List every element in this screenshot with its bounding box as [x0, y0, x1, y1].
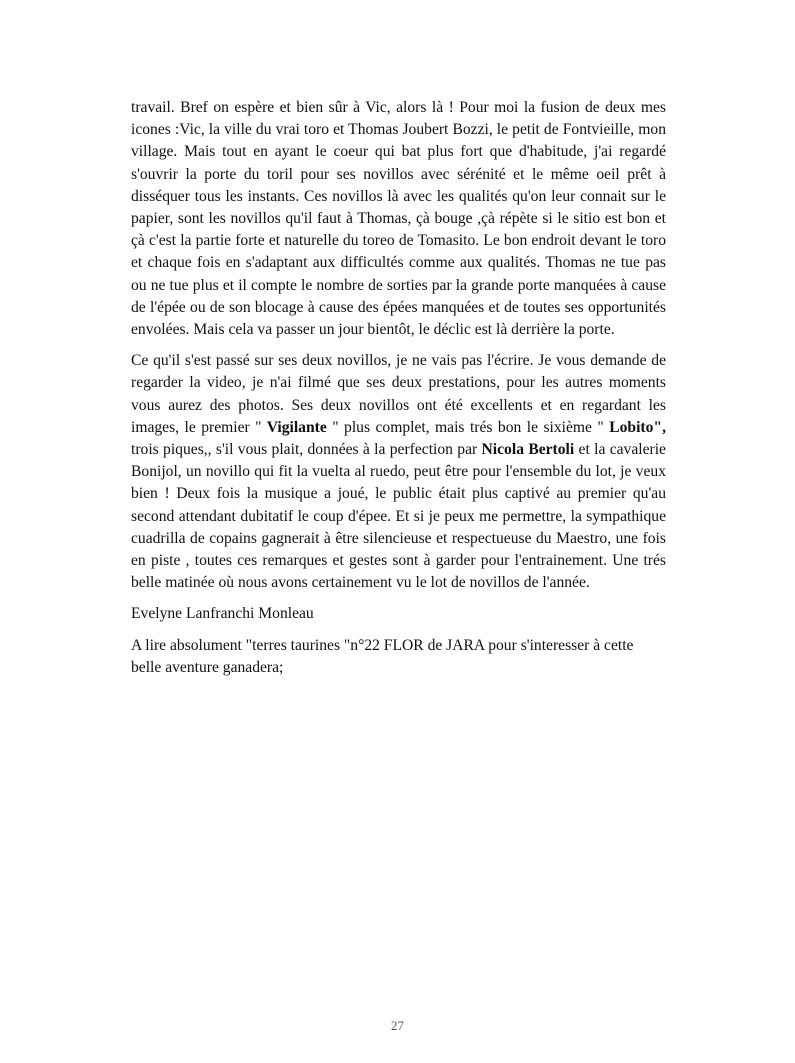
paragraph-2-text-4: et la cavalerie Bonijol, un novillo qui fit la vuelta al ruedo, peut être pour l'ensemble du lot, je veux bien ! Deux fois la musique a joué, le public était plus captivé au premier qu'au second attendant dubitatif le coup d'épee. Et si je peux me permettre, la sympathique cuadrilla de copains gagnerait à être silencieuse et respectueuse du Maestro, une fois en piste , toutes ces remarques et gestes sont à garder pour l'entrainement. Une trés belle matinée où nous avons certainement vu le lot de novillos de l'année.: [131, 441, 666, 592]
article-body: [131, 97, 666, 688]
paragraph-1: travail. Bref on espère et bien sûr à Vic, alors là ! Pour moi la fusion de deux mes icones :Vic, la ville du vrai toro et Thomas Joubert Bozzi, le petit de Fontvieille, mon village. Mais tout en ayant le coeur qui bat plus fort que d'habitude, j'ai regardé s'ouvrir la porte du toril pour ses novillos avec sérénité et le même oeil prêt à disséquer tous les instants. Ces novillos là avec les qualités qu'on leur connait sur le papier, sont les novillos qu'il faut à Thomas, çà bouge ,çà répète si le sitio est bon et çà c'est la partie forte et naturelle du toreo de Tomasito. Le bon endroit devant le toro et chaque fois en s'adaptant aux difficultés comme aux qualités. Thomas ne tue pas ou ne tue plus et il compte le nombre de sorties par la grande porte manquées à cause de l'épée ou de son blocage à cause des épées manquées et de toutes ses opportunités envolées. Mais cela va passer un jour bientôt, le déclic est là derrière la porte.: [131, 99, 666, 339]
paragraph-3: A lire absolument "terres taurines "n°22 FLOR de JARA pour s'interesser à cette belle aventure ganadera;: [131, 636, 634, 676]
paragraph-2-text-3: trois piques,, s'il vous plait, données à la perfection par: [131, 441, 482, 459]
picador-name: Nicola Bertoli: [481, 441, 575, 459]
author-signature: Evelyne Lanfranchi Monleau: [131, 605, 314, 623]
paragraph-2-text-2: " plus complet, mais trés bon le sixième ": [326, 418, 604, 436]
paragraph-2: [131, 350, 666, 594]
bull-name-lobito: Lobito",: [603, 418, 666, 436]
paragraph-2-text-1: Ce qu'il s'est passé sur ses deux novillos, je ne vais pas l'écrire. Je vous demande de regarder la video, je n'ai filmé que ses deux prestations, pour les autres moments vous aurez des photos. Ses deux novillos ont été excellents et en regardant les images, le premier ": [131, 352, 666, 436]
bull-name-vigilante: Vigilante: [261, 418, 327, 436]
page-number: 27: [391, 1018, 404, 1033]
